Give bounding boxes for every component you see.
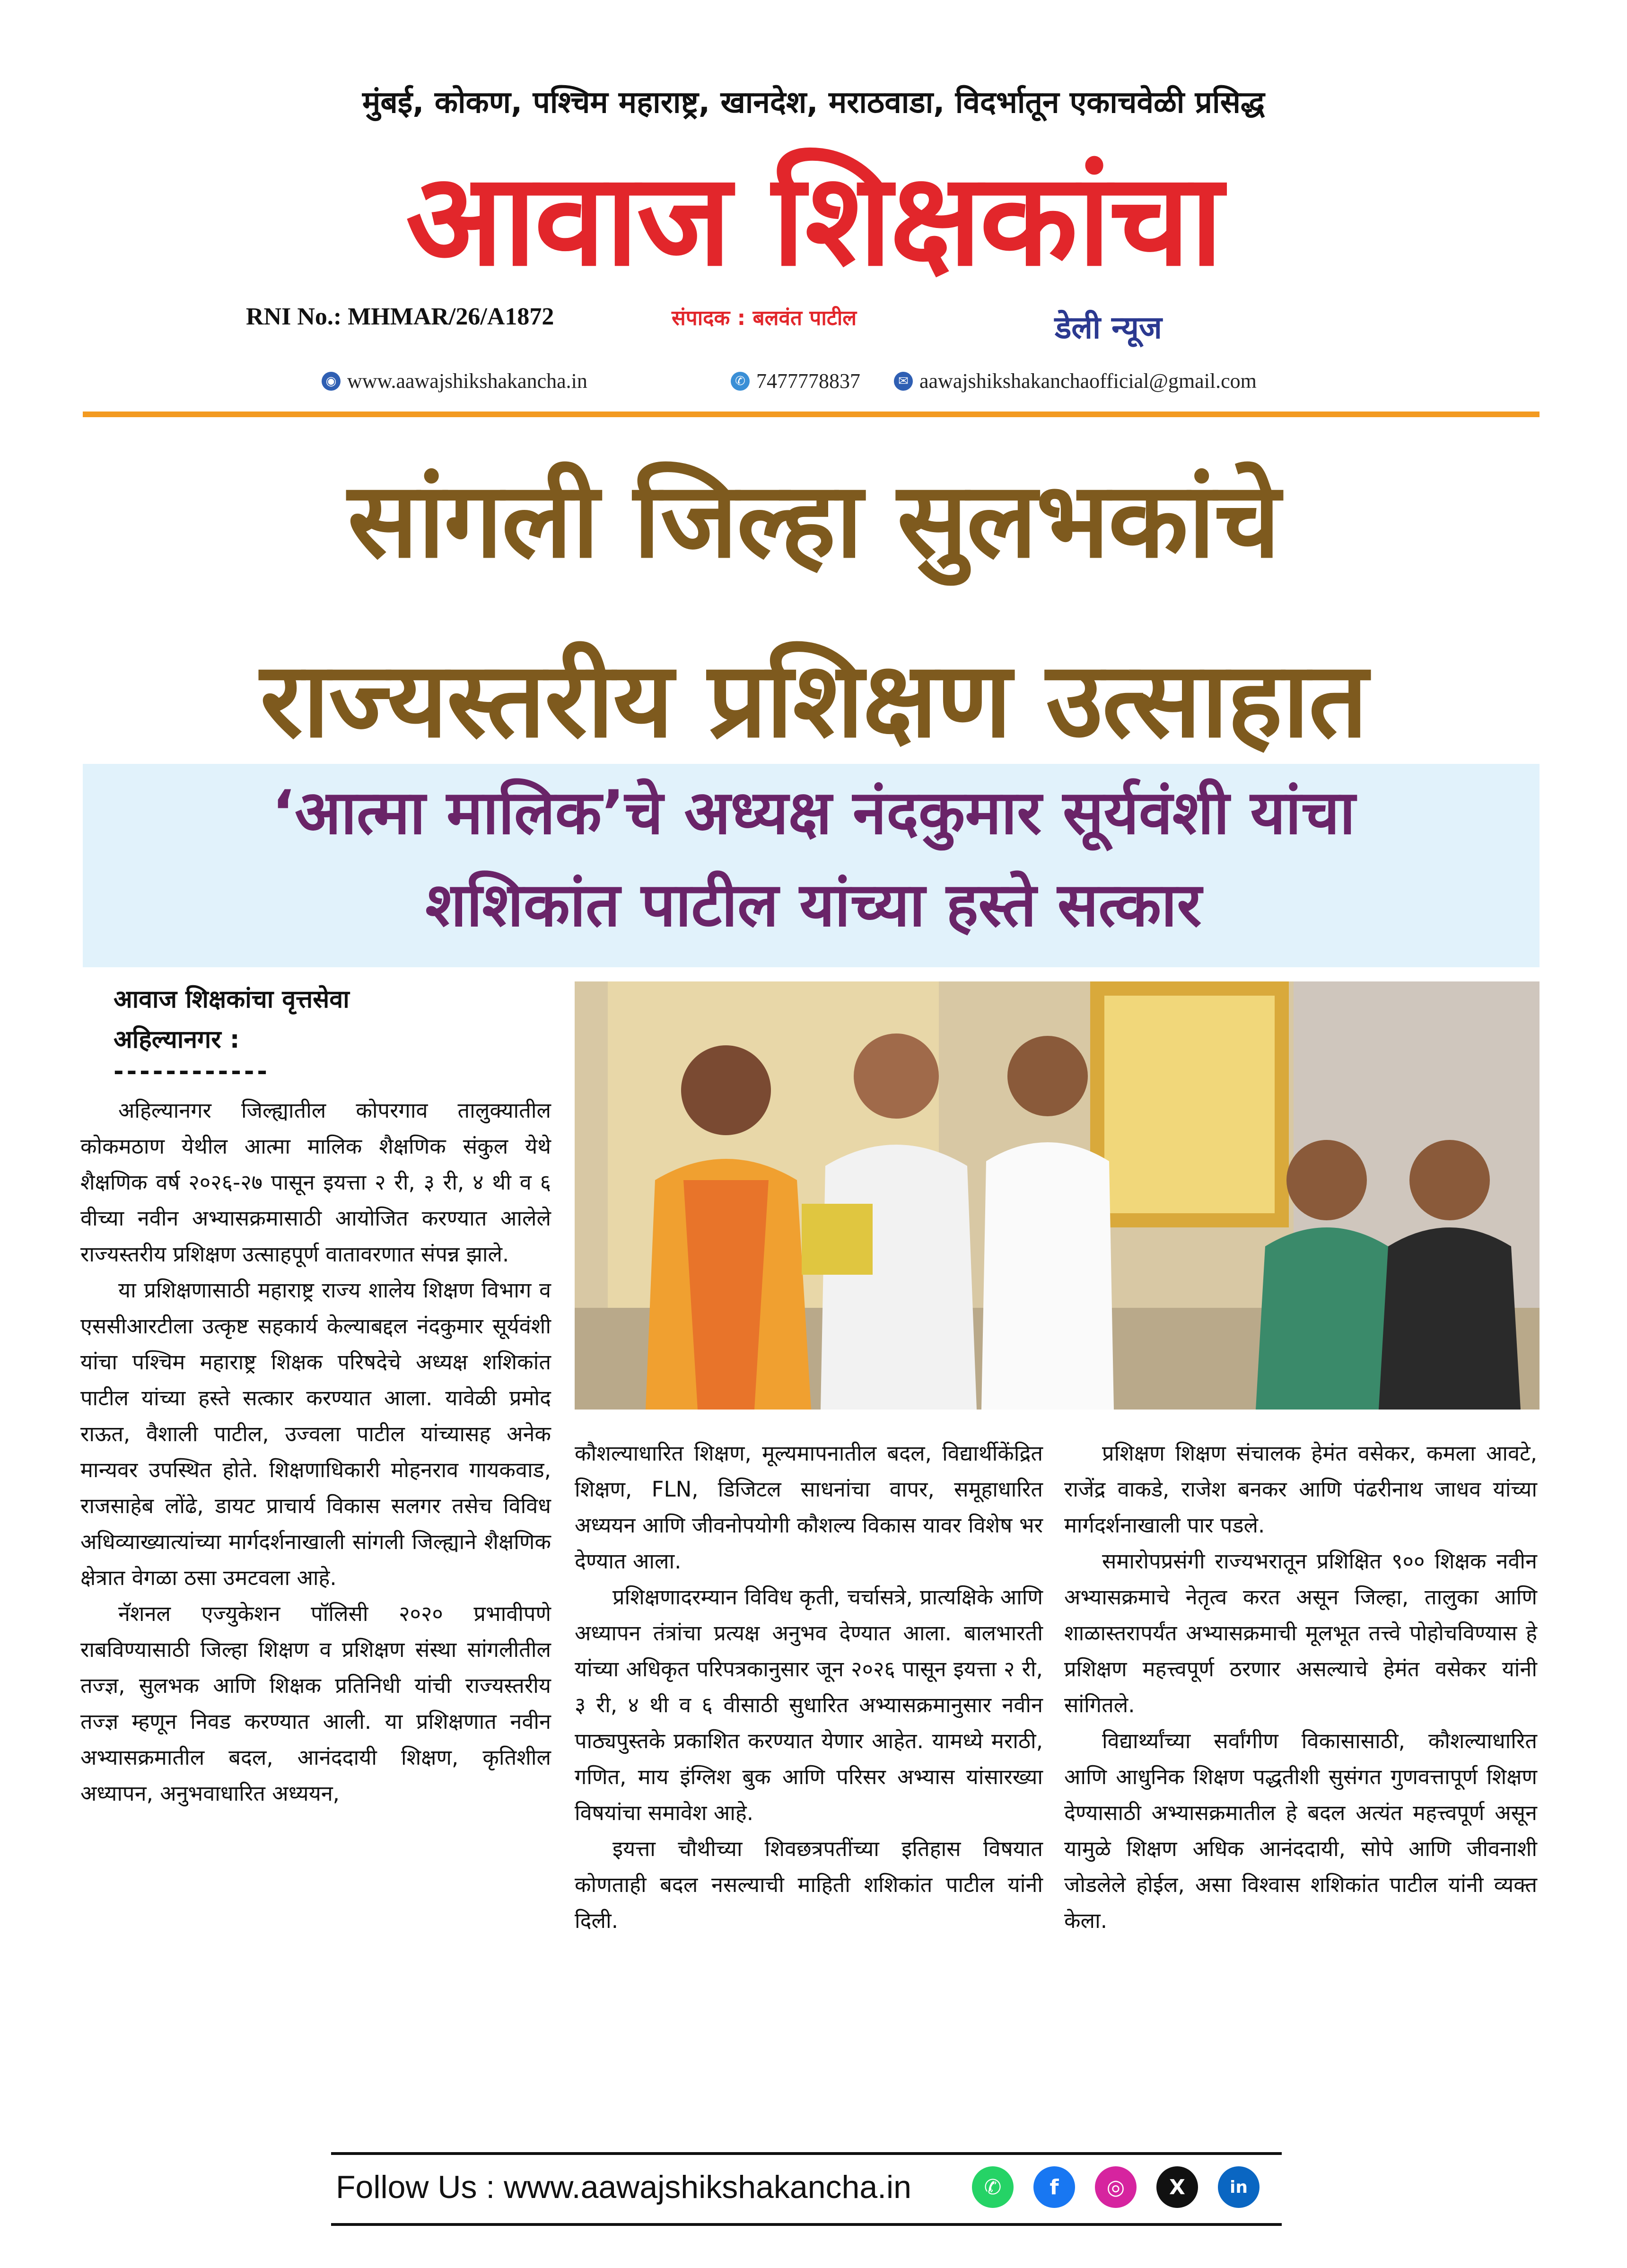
website-contact <box>322 369 587 393</box>
daily-news-label: डेली न्यूज <box>1055 309 1162 346</box>
article-paragraph: इयत्ता चौथीच्या शिवछत्रपतींच्या इतिहास विषयात कोणताही बदल नसल्याची माहिती शशिकांत पाटील यांनी दिली. <box>575 1836 1043 1933</box>
header-divider <box>83 412 1540 417</box>
phone-icon: ✆ <box>731 372 750 391</box>
article-paragraph: प्रशिक्षणादरम्यान विविध कृती, चर्चासत्रे, प्रात्यक्षिके आणि अध्यापन तंत्रांचा प्रत्यक्ष अनुभव देण्यात आला. बालभारती यांच्या अधिकृत परिपत्रकानुसार जून २०२६ पासून इयत्ता २ री, ३ री, ४ थी व ६ वीसाठी सुधारित अभ्यासक्रमानुसार नवीन पाठ्यपुस्तके प्रकाशित करण्यात येणार आहेत. यामध्ये मराठी, गणित, माय इंग्लिश बुक आणि परिसर अभ्यास यांसारख्या विषयांचा समावेश आहे. <box>575 1585 1043 1825</box>
email-icon: ✉ <box>894 372 913 391</box>
subhead-line-2: शशिकांत पाटील यांच्या हस्ते सत्कार <box>425 870 1202 940</box>
article-paragraph: समारोपप्रसंगी राज्यभरातून प्रशिक्षित ९०० शिक्षक नवीन अभ्यासक्रमाचे नेतृत्व करत असून जिल्हा, तालुका आणि शाळास्तरापर्यंत अभ्यासक्रमाची मूलभूत तत्त्वे पोहोचविण्यास हे प्रशिक्षण महत्त्वपूर्ण ठरणार असल्याचे हेमंत वसेकर यांनी सांगितले. <box>1064 1549 1537 1717</box>
article-column-3 <box>1064 1436 1537 1939</box>
article-column-2 <box>575 1436 1043 1939</box>
footer-bottom-rule <box>331 2223 1282 2226</box>
x-icon[interactable]: X <box>1156 2166 1198 2208</box>
article-paragraph: कौशल्याधारित शिक्षण, मूल्यमापनातील बदल, विद्यार्थीकेंद्रित शिक्षण, FLN, डिजिटल साधनांचा वापर, समूहाधारित अध्ययन आणि जीवनोपयोगी कौशल्य विकास यावर विशेष भर देण्यात आला. <box>575 1441 1043 1574</box>
article-paragraph: नॅशनल एज्युकेशन पॉलिसी २०२० प्रभावीपणे राबविण्यासाठी जिल्हा शिक्षण व प्रशिक्षण संस्था सांगलीतील तज्ज्ञ, सुलभक आणि शिक्षक प्रतिनिधी यांची राज्यस्तरीय तज्ज्ञ म्हणून निवड करण्यात आली. या प्रशिक्षणात नवीन अभ्यासक्रमातील बदल, आनंददायी शिक्षण, कृतिशील अध्यापन, अनुभवाधारित अध्ययन, <box>80 1601 551 1806</box>
rni-number: RNI No.: MHMAR/26/A1872 <box>246 303 554 330</box>
subhead-line-1: ‘आत्मा मालिक’चे अध्यक्ष नंदकुमार सूर्यवंशी यांचा <box>271 778 1356 848</box>
footer-top-rule <box>331 2152 1282 2155</box>
article-paragraph: अहिल्यानगर जिल्ह्यातील कोपरगाव तालुक्यातील कोकमठाण येथील आत्मा मालिक शैक्षणिक संकुल येथे शैक्षणिक वर्ष २०२६-२७ पासून इयत्ता २ री, ३ री, ४ थी व ६ वीच्या नवीन अभ्यासक्रमासाठी आयोजित करण्यात आलेले राज्यस्तरीय प्रशिक्षण उत्साहपूर्ण वातावरणात संपन्न झाले. <box>80 1098 551 1267</box>
article-paragraph: विद्यार्थ्यांच्या सर्वांगीण विकासासाठी, कौशल्याधारित आणि आधुनिक शिक्षण पद्धतीशी सुसंगत गुणवत्तापूर्ण शिक्षण देण्यासाठी अभ्यासक्रमातील हे बदल अत्यंत महत्त्वपूर्ण असून यामुळे शिक्षण अधिक आनंददायी, सोपे आणि जीवनाशी जोडलेले होईल, असा विश्वास शशिकांत पाटील यांनी व्यक्त केला. <box>1064 1728 1537 1933</box>
phone-number[interactable]: 7477778837 <box>756 369 860 393</box>
tagline: मुंबई, कोकण, पश्चिम महाराष्ट्र, खानदेश, मराठवाडा, विदर्भातून एकाचवेळी प्रसिद्ध <box>362 85 1265 120</box>
instagram-icon[interactable]: ◎ <box>1095 2166 1137 2208</box>
globe-icon: ◉ <box>322 372 341 391</box>
article-column-1 <box>80 1093 551 1812</box>
news-photo <box>575 981 1540 1410</box>
follow-us-text[interactable]: Follow Us : www.aawajshikshakancha.in <box>336 2169 911 2205</box>
website-link[interactable]: www.aawajshikshakancha.in <box>347 369 587 393</box>
linkedin-icon[interactable]: in <box>1218 2166 1260 2208</box>
editor-name: संपादक : बलवंत पाटील <box>672 306 857 330</box>
masthead-title: आवाज शिक्षकांचा <box>405 145 1222 294</box>
byline-dashes: ------------ <box>114 1057 270 1086</box>
whatsapp-icon[interactable]: ✆ <box>972 2166 1014 2208</box>
headline-line-1: सांगली जिल्हा सुलभकांचे <box>348 460 1279 581</box>
email-link[interactable]: aawajshikshakanchaofficial@gmail.com <box>919 369 1257 393</box>
phone-contact <box>731 369 860 393</box>
byline-place: अहिल्यानगर : <box>114 1025 240 1054</box>
headline-line-2: राज्यस्तरीय प्रशिक्षण उत्साहात <box>260 639 1367 761</box>
article-paragraph: प्रशिक्षण शिक्षण संचालक हेमंत वसेकर, कमला आवटे, राजेंद्र वाकडे, राजेश बनकर आणि पंढरीनाथ जाधव यांच्या मार्गदर्शनाखाली पार पडले. <box>1064 1441 1537 1538</box>
email-contact <box>894 369 1257 393</box>
facebook-icon[interactable]: f <box>1033 2166 1075 2208</box>
article-paragraph: या प्रशिक्षणासाठी महाराष्ट्र राज्य शालेय शिक्षण विभाग व एससीआरटीला उत्कृष्ट सहकार्य केल्याबद्दल नंदकुमार सूर्यवंशी यांचा पश्चिम महाराष्ट्र शिक्षक परिषदेचे अध्यक्ष शशिकांत पाटील यांच्या हस्ते सत्कार करण्यात आला. यावेळी प्रमोद राऊत, वैशाली पाटील, उज्वला पाटील यांच्यासह अनेक मान्यवर उपस्थित होते. शिक्षणाधिकारी मोहनराव गायकवाड, राजसाहेब लोंढे, डायट प्राचार्य विकास सलगर तसेच विविध अधिव्याख्यात्यांच्या मार्गदर्शनाखाली सांगली जिल्ह्याने शैक्षणिक क्षेत्रात वेगळा ठसा उमटवला आहे. <box>80 1278 551 1590</box>
news-photo-illustration <box>575 981 1540 1410</box>
byline-agency: आवाज शिक्षकांचा वृत्तसेवा <box>114 985 350 1014</box>
